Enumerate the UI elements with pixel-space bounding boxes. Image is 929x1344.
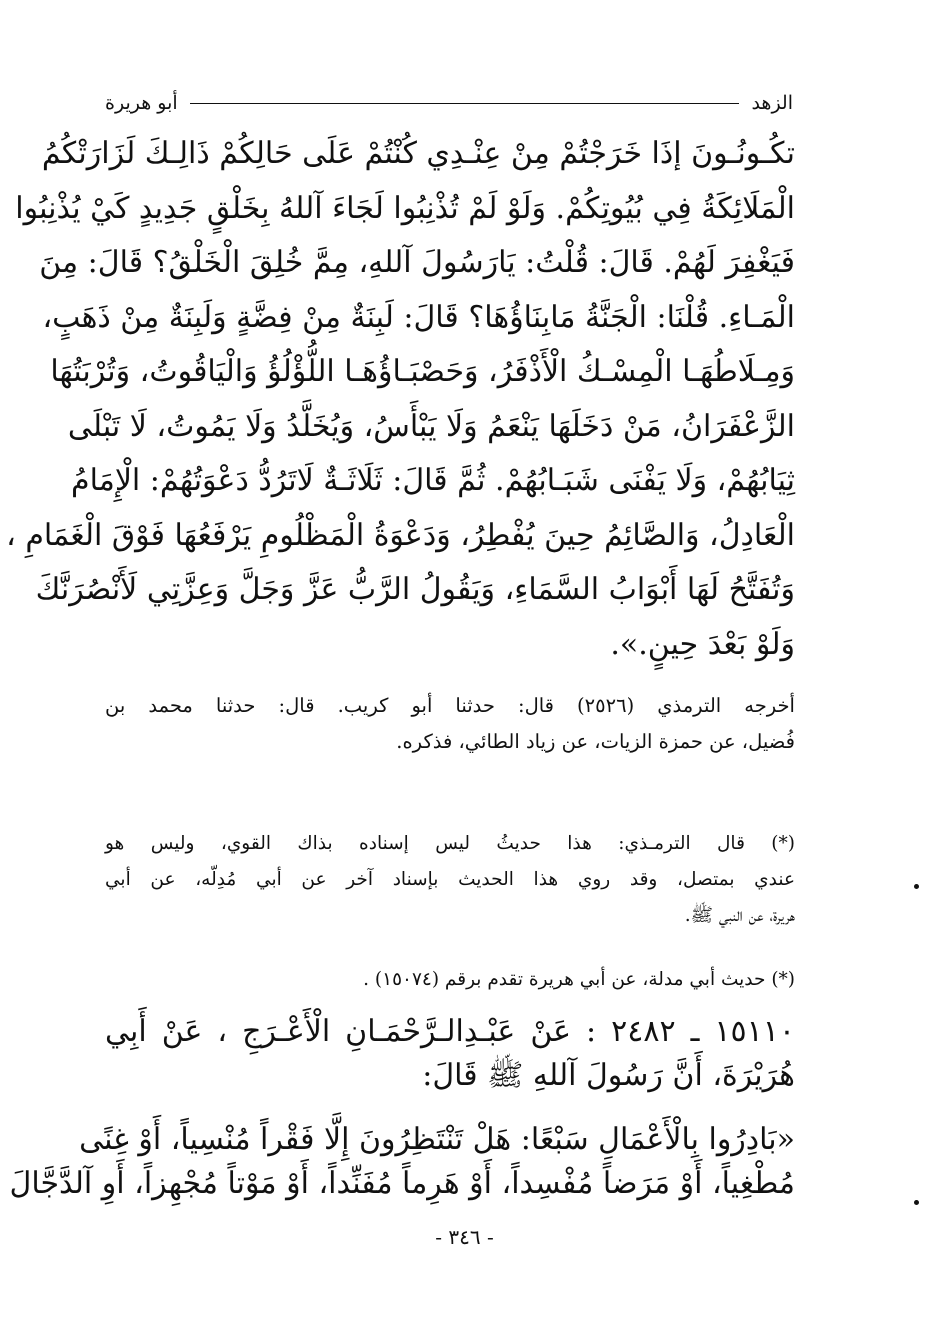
text-line: تكُـونُـونَ إذَا خَرَجْتُمْ مِنْ عِنْـدِي كُنْتُمْ عَلَى حَالِكُمْ ذَالِـكَ لَزَارَتْكُمُ [41,136,795,171]
text-line: فَيَغْفِرَ لَهُمْ. قَالَ: قُلْتُ: يَارَسُولَ آللهِ، مِمَّ خُلِقَ الْخَلْقُ؟ قَالَ: مِنَ [39,245,795,280]
text-line: الْمَلَائِكَةُ فِي بُيُوتِكُمْ. وَلَوْ لَمْ تُذْنِبُوا لَجَاءَ آللهُ بِخَلْقٍ جَدِيدٍ كَيْ يُذْنِبُوا [15,190,795,226]
text-line: ثِيَابُهُمْ، وَلَا يَفْنَى شَبَـابُهُمْ. ثُمَّ قَالَ: ثَلَاثَـةٌ لَاتَرُدُّ دَعْوَتُهُمْ: الْإِمَامُ [71,463,795,498]
hadith-heading [105,1010,795,1098]
takhrij-paragraph [105,688,795,760]
header-chapter-title: الزهد [751,92,793,114]
text-line: وَمِـلَاطُهَـا الْمِسْـكُ الْأَذْفَرُ، وَحَصْبَـاؤُهَـا اللُّؤْلُؤُ وَالْيَاقُوتُ، وَتُرْبَتُهَا [50,354,795,389]
cross-reference-note [105,962,795,998]
text-line: (*) حديث أبي مدلة، عن أبي هريرة تقدم برقم (١٥٠٧٤) . [363,969,795,990]
text-line: الْمَـاءِ. قُلْنَا: الْجَنَّةُ مَابِنَاؤُهَا؟ قَالَ: لَبِنَةٌ مِنْ فِضَّةٍ وَلَبِنَةٌ مِنْ ذَهَبٍ، [42,299,795,335]
text-line: ١٥١١٠ ـ ٢٤٨٢ : عَنْ عَبْـدِالـرَّحْمَـانِ الْأَعْـرَجِ ، عَنْ أَبِي [105,1014,795,1049]
text-line: الْعَادِلُ، وَالصَّائِمُ حِينَ يُفْطِرُ، وَدَعْوَةُ الْمَظْلُومِ يَرْفَعُهَا فَوْقَ الْغَمَامِ ، [6,517,795,553]
text-line: وَلَوْ بَعْدَ حِينٍ.». [610,626,795,662]
text-line: الزَّعْفَرَانُ، مَنْ دَخَلَهَا يَنْعَمُ وَلَا يَبْأَسُ، وَيُخَلَّدُ وَلَا يَمُوتُ، لَا تَبْلَى [67,408,795,444]
page-number: - ٣٤٦ - [435,1225,494,1249]
text-line: «بَادِرُوا بِالْأَعْمَالِ سَبْعًا: هَلْ تَنْتَظِرُونَ إِلَّا فَقْراً مُنْسِياً، أَوْ غِنًى [79,1122,795,1157]
header-narrator-title: أبو هريرة [105,92,178,114]
text-line: هُرَيْرَةَ، أَنَّ رَسُولَ آللهِ ﷺ قَالَ: [422,1058,795,1093]
header-rule [190,103,740,104]
hadith-continuation [6,127,795,672]
text-line: (*) قال الترمـذي: هذا حديثُ ليس إسناده بذاك القوي، وليس هو [105,833,795,854]
text-line: فُضيل، عن حمزة الزيات، عن زياد الطائي، فذكره. [396,730,795,753]
text-line: عندي بمتصل، وقد روي هذا الحديث بإسناد آخر عن أبي مُدِلّه، عن أبي [105,869,795,890]
text-line: وَتُفَتَّحُ لَهَا أَبْوَابُ السَّمَاءِ، وَيَقُولُ الرَّبُّ عَزَّ وَجَلَّ وَعِزَّتِي لَأَنْصُرَنَّكَ [35,572,795,607]
running-header [105,88,793,118]
text-line: هريرة، عن النبي ﷺ. [684,905,795,926]
hadith-text [9,1118,795,1206]
tirmidhi-note [105,826,795,934]
margin-mark [914,1200,919,1205]
text-line: مُطْغِياً، أَوْ مَرَضاً مُفْسِداً، أَوْ هَرِماً مُفَنِّداً، أَوْ مَوْتاً مُجْهِزاً، أَوِ آلدَّجَّالَ [9,1166,795,1201]
text-line: أخرجه الترمذي (٢٥٢٦) قال: حدثنا أبو كريب. قال: حدثنا محمد بن [105,694,795,717]
margin-mark [914,884,919,889]
